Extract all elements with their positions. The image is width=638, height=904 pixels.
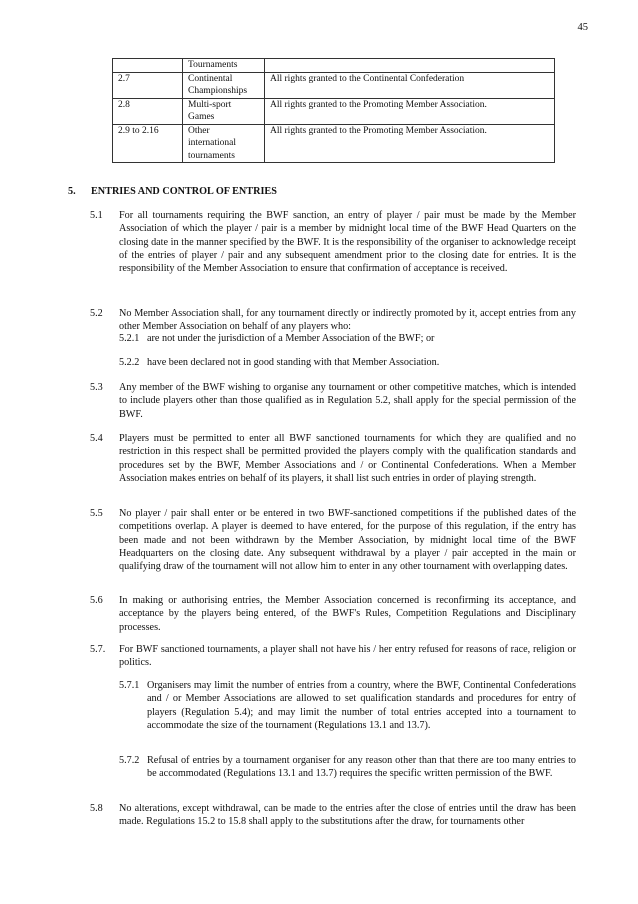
paragraph-number: 5.7.1 — [119, 680, 140, 691]
paragraph-number: 5.2 — [90, 308, 103, 319]
paragraph-number: 5.1 — [90, 210, 103, 221]
paragraph-text: For BWF sanctioned tournaments, a player shall not have his / her entry refused for reasons of race, religion or politics. — [119, 644, 576, 669]
paragraph-text: Players must be permitted to enter all BWF sanctioned tournaments for which they are qualified and no restriction in this respect shall be permitted provided the players comply with the qualification standards and procedures set by the BWF, Member Associations and / or Continental Confederations. When a Member Association makes entries on behalf of its players, it shall list such entries in order of playing strength. — [119, 433, 576, 484]
section-number: 5. — [68, 186, 76, 197]
paragraph-text: Refusal of entries by a tournament organiser for any reason other than that there are too many entries to be accommodated (Regulations 13.1 and 13.7) requires the specific written permission of the BWF. — [147, 755, 576, 780]
table-cell-rights: All rights granted to the Continental Confederation — [265, 72, 555, 98]
paragraph-5-5 — [90, 507, 576, 573]
table-cell-event: Tournaments — [183, 59, 265, 73]
paragraph-5-4 — [90, 432, 576, 485]
table-cell-rights: All rights granted to the Promoting Member Association. — [265, 98, 555, 124]
paragraph-text: No player / pair shall enter or be entered in two BWF-sanctioned competitions if the published dates of the competitions overlap. A player is deemed to have entered, for the purpose of this regulation, if the entry has been made and not been withdrawn by the Member Association, by midnight local time of the BWF Headquarters on the closing date. Any subsequent withdrawal by a player / pair accepted in the main or qualifying draw of the tournament will not allow him to enter in any other tournament with overlapping dates. — [119, 508, 576, 573]
page-number: 45 — [577, 22, 588, 33]
table-row — [113, 98, 555, 124]
paragraph-5-6 — [90, 594, 576, 634]
table-row — [113, 72, 555, 98]
paragraph-5-7 — [90, 643, 576, 670]
paragraph-text: No alterations, except withdrawal, can be made to the entries after the close of entries until the draw has been made. Regulations 15.2 to 15.8 shall apply to the substitutions after the draw, for tournaments other — [119, 803, 576, 828]
table-cell-event: Multi-sport Games — [183, 98, 265, 124]
paragraph-number: 5.3 — [90, 382, 103, 393]
section-title: ENTRIES AND CONTROL OF ENTRIES — [91, 186, 277, 197]
paragraph-text: Organisers may limit the number of entries from a country, where the BWF, Continental Confederations and / or Member Associations are allowed to set qualification standards and procedures for entry of players (Regulation 5.4); and may limit the number of total entries accepted into a tournament to accommodate the size of the tournament (Regulations 13.1 and 13.7). — [147, 680, 576, 731]
table-cell-event: Continental Championships — [183, 72, 265, 98]
paragraph-text: No Member Association shall, for any tournament directly or indirectly promoted by it, accept entries from any other Member Association on behalf of any players who: — [119, 308, 576, 333]
paragraph-text: In making or authorising entries, the Member Association concerned is reconfirming its acceptance, and acceptance by the players being entered, of the BWF's Rules, Competition Regulations and Disciplinary processes. — [119, 595, 576, 633]
table-cell-ref — [113, 59, 183, 73]
table-cell-rights — [265, 59, 555, 73]
paragraph-5-7-2 — [119, 754, 576, 781]
table-cell-ref: 2.9 to 2.16 — [113, 124, 183, 163]
paragraph-number: 5.7. — [90, 644, 106, 655]
table-row — [113, 59, 555, 73]
paragraph-text: are not under the jurisdiction of a Member Association of the BWF; or — [147, 333, 435, 344]
paragraph-5-8 — [90, 802, 576, 829]
paragraph-number: 5.2.2 — [119, 357, 140, 368]
paragraph-number: 5.2.1 — [119, 333, 140, 344]
paragraph-5-7-1 — [119, 679, 576, 732]
paragraph-5-2 — [90, 307, 576, 334]
table-cell-ref: 2.7 — [113, 72, 183, 98]
table-cell-event: Other international tournaments — [183, 124, 265, 163]
paragraph-5-2-2 — [119, 356, 576, 369]
paragraph-text: For all tournaments requiring the BWF sanction, an entry of player / pair must be made by the Member Association of which the player / pair is a member by midnight local time of the BWF Head Quarters on the closing date in the manner specified by the BWF. It is the responsibility of the organiser to acknowledge receipt of the entries of player / pair and any subsequent amendment prior to the closing date for entries. It is the responsibility of the Member Association to ensure that confirmation of acceptance is received. — [119, 210, 576, 275]
paragraph-number: 5.5 — [90, 508, 103, 519]
table-cell-rights: All rights granted to the Promoting Member Association. — [265, 124, 555, 163]
paragraph-text: have been declared not in good standing with that Member Association. — [147, 357, 440, 368]
paragraph-5-2-1 — [119, 332, 576, 345]
section-heading — [68, 186, 277, 197]
paragraph-number: 5.8 — [90, 803, 103, 814]
paragraph-number: 5.4 — [90, 433, 103, 444]
table-row — [113, 124, 555, 163]
rights-table — [112, 58, 555, 163]
paragraph-5-1 — [90, 209, 576, 275]
paragraph-number: 5.6 — [90, 595, 103, 606]
paragraph-number: 5.7.2 — [119, 755, 140, 766]
table-cell-ref: 2.8 — [113, 98, 183, 124]
paragraph-text: Any member of the BWF wishing to organise any tournament or other competitive matches, which is intended to include players other than those qualified as in Regulation 5.2, shall apply for the special permission of the BWF. — [119, 382, 576, 420]
paragraph-5-3 — [90, 381, 576, 421]
